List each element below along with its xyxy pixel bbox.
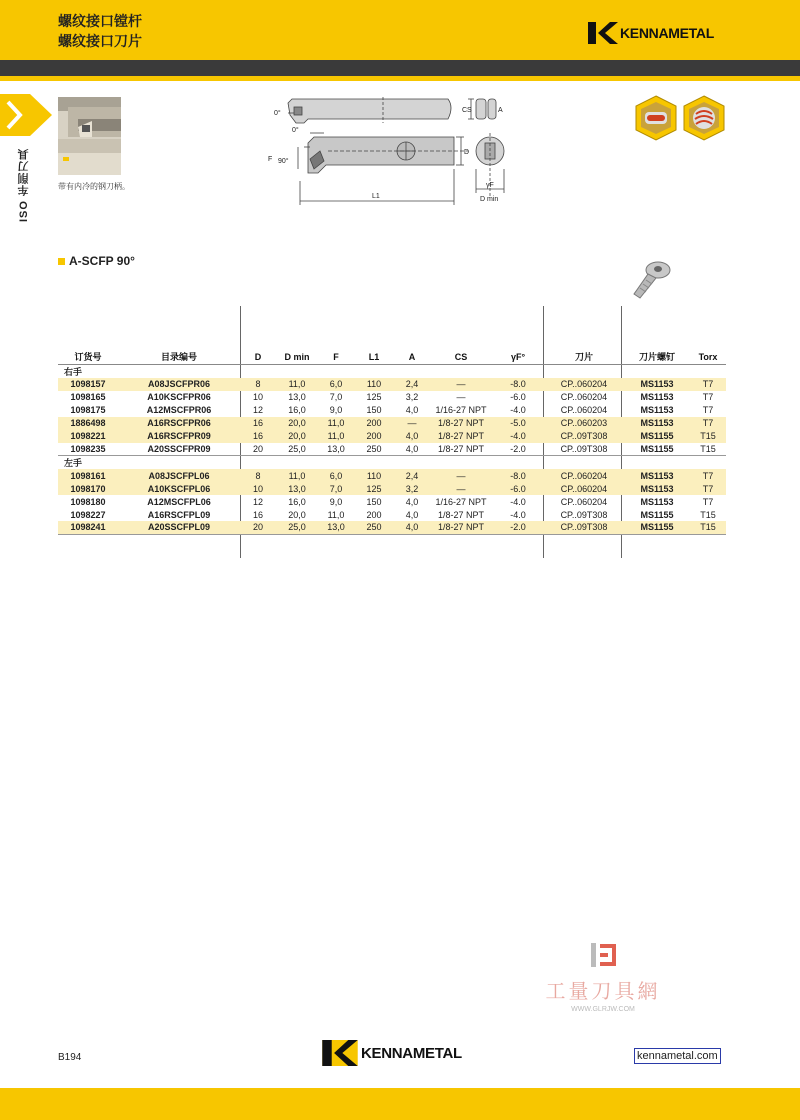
table-row	[58, 495, 726, 508]
cell-D: 20	[240, 443, 276, 456]
section-title	[58, 254, 135, 268]
cell-Dmin: 20,0	[276, 430, 318, 443]
cell-L1: 250	[354, 521, 394, 534]
kennametal-k-icon	[322, 1040, 358, 1066]
cell-insert: CP..060204	[544, 482, 624, 495]
cell-torx: T7	[690, 482, 726, 495]
cell-insert: CP..060204	[544, 378, 624, 391]
cell-order: 1098241	[58, 521, 118, 534]
cell-CS: 1/8-27 NPT	[430, 417, 492, 430]
cell-catalog: A12MSCFPL06	[147, 496, 211, 507]
cell-Dmin: 16,0	[288, 405, 306, 415]
cell-L1: 110	[354, 469, 394, 482]
cell-A: 4,0	[405, 496, 419, 507]
cell-torx: T7	[690, 469, 726, 482]
cell-Dmin: 11,0	[276, 469, 318, 482]
cell-Dmin: 25,0	[276, 443, 318, 456]
cell-A: 3,2	[394, 482, 430, 495]
cell-torx: T7	[690, 378, 726, 391]
cell-insert: CP..09T308	[544, 443, 624, 456]
table-row	[58, 482, 726, 495]
dim-A: A	[498, 107, 503, 114]
cell-D: 20	[240, 521, 276, 534]
cell-catalog: A16RSCFPR06	[118, 417, 240, 430]
cell-order: 1098180	[70, 496, 106, 507]
cell-CS: 1/8-27 NPT	[430, 430, 492, 443]
cell-CS: 1/8-27 NPT	[430, 443, 492, 456]
cell-screw: MS1153	[624, 482, 690, 495]
cell-catalog: A16RSCFPR09	[118, 430, 240, 443]
cell-screw: MS1155	[624, 521, 690, 534]
col-gammaF: γF°	[492, 350, 544, 364]
cell-A: —	[394, 417, 430, 430]
section-title-text: A-SCFP 90°	[69, 254, 135, 268]
col-L1: L1	[354, 350, 394, 364]
cell-A: 4,0	[405, 405, 419, 415]
cell-catalog: A10KSCFPL06	[118, 482, 240, 495]
cell-L1: 200	[354, 417, 394, 430]
cell-order: 1098227	[70, 509, 106, 520]
cell-CS: 1/8-27 NPT	[437, 509, 485, 520]
group-label: 左手	[64, 458, 83, 468]
cell-torx: T15	[690, 430, 726, 443]
cell-A: 2,4	[394, 469, 430, 482]
boring-bar-photo	[58, 97, 121, 175]
col-D: D	[240, 350, 276, 364]
header-dark-band	[0, 60, 800, 76]
cell-torx: T7	[702, 496, 714, 507]
cell-F: 6,0	[318, 469, 354, 482]
col-insert-screw: 刀片螺钉	[624, 350, 690, 364]
cell-L1: 125	[366, 392, 382, 402]
header-subtitle: 螺纹接口刀片	[58, 33, 142, 49]
cell-L1: 250	[354, 443, 394, 456]
cell-torx: T15	[690, 443, 726, 456]
cell-order: 1098161	[58, 469, 118, 482]
cell-catalog: A20SSCFPR09	[118, 443, 240, 456]
cell-L1: 200	[354, 430, 394, 443]
kennametal-logo	[588, 22, 714, 44]
photo-caption: 带有内冷的钢刀柄。	[58, 182, 130, 191]
watermark-text: 工量刀具網	[545, 979, 661, 1003]
cell-order: 1098157	[58, 378, 118, 391]
table-row	[58, 469, 726, 482]
cell-order: 1098165	[70, 392, 106, 402]
col-Dmin: D min	[276, 350, 318, 364]
cell-insert: CP..060204	[560, 392, 608, 402]
cell-F: 11,0	[327, 509, 345, 520]
col-catalog-no: 目录编号	[118, 350, 240, 364]
cell-torx: T15	[690, 521, 726, 534]
cell-insert: CP..09T308	[544, 521, 624, 534]
cell-A: 3,2	[405, 392, 419, 402]
threading-badge-icon	[684, 96, 724, 140]
col-CS: CS	[430, 350, 492, 364]
cell-D: 12	[252, 405, 263, 415]
cell-L1: 150	[366, 405, 382, 415]
cell-insert: CP..060204	[544, 469, 624, 482]
kennametal-footer-logo	[322, 1040, 462, 1066]
cell-CS: —	[456, 392, 466, 402]
cell-D: 16	[240, 430, 276, 443]
cell-torx: T7	[702, 405, 714, 415]
header-title: 螺纹接口镗杆	[58, 13, 142, 29]
cell-order: 1098221	[58, 430, 118, 443]
table-row	[58, 378, 726, 391]
cell-order: 1098235	[58, 443, 118, 456]
dim-CS: CS	[462, 107, 472, 114]
application-badges	[634, 94, 730, 142]
cell-A: 4,0	[394, 430, 430, 443]
cell-A: 4,0	[394, 521, 430, 534]
torx-screw-icon	[628, 258, 672, 302]
table-row	[58, 430, 726, 443]
footer-website-link[interactable]: kennametal.com	[634, 1048, 721, 1064]
footer-band	[0, 1088, 800, 1120]
kennametal-k-icon	[588, 22, 618, 44]
cell-D: 16	[240, 417, 276, 430]
cell-Dmin: 20,0	[288, 509, 306, 520]
watermark-logo-icon	[588, 940, 618, 970]
sidebar-category-label: ISO 车削刀具	[18, 148, 30, 223]
watermark-url: WWW.GLRJW.COM	[571, 1006, 635, 1013]
cell-CS: —	[430, 469, 492, 482]
cell-D: 8	[240, 378, 276, 391]
cell-insert: CP..060203	[544, 417, 624, 430]
cell-F: 9,0	[329, 496, 343, 507]
cell-gF: -4.0	[510, 405, 526, 415]
cell-D: 16	[252, 509, 263, 520]
cell-Dmin: 25,0	[276, 521, 318, 534]
col-torx: Torx	[690, 350, 726, 364]
brand-name: KENNAMETAL	[620, 25, 714, 41]
cell-order: 1098175	[70, 405, 106, 415]
col-A: A	[394, 350, 430, 364]
table-row	[58, 404, 726, 417]
cell-gF: -8.0	[492, 469, 544, 482]
tool-dimension-diagram	[268, 97, 518, 212]
cell-L1: 200	[366, 509, 382, 520]
cell-catalog: A20SSCFPL09	[118, 521, 240, 534]
cell-torx: T7	[702, 392, 714, 402]
table-row	[58, 391, 726, 404]
cell-gF: -5.0	[492, 417, 544, 430]
table-row	[58, 443, 726, 456]
cell-F: 13,0	[318, 443, 354, 456]
cell-torx: T7	[690, 417, 726, 430]
section-square-icon	[58, 258, 65, 265]
cell-gF: -4.0	[510, 496, 526, 507]
cell-Dmin: 13,0	[288, 392, 306, 402]
cell-screw: MS1155	[624, 430, 690, 443]
cell-insert: CP..060204	[560, 496, 608, 507]
cell-screw: MS1153	[624, 469, 690, 482]
group-label: 右手	[64, 366, 83, 377]
cell-insert: CP..09T308	[544, 430, 624, 443]
cell-torx: T15	[700, 509, 716, 520]
table-row	[58, 521, 726, 534]
cell-D: 8	[240, 469, 276, 482]
cell-insert: CP..060204	[560, 405, 608, 415]
product-spec-table	[58, 350, 726, 535]
dim-angle-0-top: 0°	[274, 110, 281, 117]
cell-Dmin: 13,0	[276, 482, 318, 495]
cell-Dmin: 20,0	[276, 417, 318, 430]
cell-F: 9,0	[329, 405, 343, 415]
dim-F: F	[268, 156, 273, 163]
cell-CS: 1/16-27 NPT	[435, 496, 487, 507]
dim-L1: L1	[372, 193, 380, 200]
cell-CS: —	[430, 482, 492, 495]
cell-catalog: A10KSCFPR06	[147, 392, 211, 402]
cell-L1: 150	[366, 496, 382, 507]
cell-gF: -2.0	[492, 443, 544, 456]
cell-F: 7,0	[329, 392, 343, 402]
table-row	[58, 508, 726, 521]
cell-screw: MS1155	[640, 509, 674, 520]
page-number: B194	[58, 1052, 82, 1063]
table-header-row	[58, 350, 726, 364]
cell-D: 10	[240, 482, 276, 495]
cell-screw: MS1153	[640, 392, 674, 402]
cell-gF: -6.0	[510, 392, 526, 402]
cell-A: 2,4	[394, 378, 430, 391]
cell-D: 10	[252, 392, 263, 402]
cell-F: 11,0	[318, 430, 354, 443]
col-order-no: 订货号	[58, 350, 118, 364]
cell-screw: MS1153	[624, 417, 690, 430]
dim-gammaF: γF	[486, 182, 494, 189]
dim-Dmin: D min	[480, 196, 499, 203]
internal-turning-badge-icon	[636, 96, 676, 140]
cell-gF: -8.0	[492, 378, 544, 391]
cell-A: 4,0	[394, 443, 430, 456]
footer-brand-name: KENNAMETAL	[361, 1044, 462, 1062]
cell-catalog: A16RSCFPL09	[147, 509, 211, 520]
cell-catalog: A12MSCFPR06	[146, 405, 212, 415]
cell-F: 6,0	[318, 378, 354, 391]
col-insert: 刀片	[544, 350, 624, 364]
dim-angle-0-side: 0°	[292, 127, 299, 134]
table-row	[58, 417, 726, 430]
cell-F: 11,0	[318, 417, 354, 430]
cell-A: 4,0	[405, 509, 419, 520]
cell-CS: —	[430, 378, 492, 391]
col-F: F	[318, 350, 354, 364]
cell-screw: MS1153	[640, 496, 674, 507]
cell-catalog: A08JSCFPL06	[118, 469, 240, 482]
watermark	[538, 940, 668, 1013]
cell-L1: 125	[354, 482, 394, 495]
cell-order: 1886498	[58, 417, 118, 430]
cell-screw: MS1153	[624, 378, 690, 391]
table-group-row	[58, 456, 726, 470]
section-chevron-icon	[0, 94, 52, 136]
cell-F: 7,0	[318, 482, 354, 495]
cell-F: 13,0	[318, 521, 354, 534]
cell-CS: 1/16-27 NPT	[435, 405, 487, 415]
cell-insert: CP..09T308	[560, 509, 608, 520]
dim-D: D	[464, 149, 470, 156]
cell-D: 12	[252, 496, 263, 507]
cell-gF: -6.0	[492, 482, 544, 495]
cell-gF: -4.0	[510, 509, 526, 520]
cell-Dmin: 11,0	[276, 378, 318, 391]
cell-catalog: A08JSCFPR06	[118, 378, 240, 391]
table-group-row	[58, 364, 726, 378]
cell-gF: -2.0	[492, 521, 544, 534]
cell-Dmin: 16,0	[288, 496, 306, 507]
dim-angle-90: 90°	[278, 158, 289, 165]
cell-L1: 110	[354, 378, 394, 391]
cell-CS: 1/8-27 NPT	[430, 521, 492, 534]
header-accent-band	[0, 76, 800, 81]
cell-gF: -4.0	[492, 430, 544, 443]
cell-order: 1098170	[58, 482, 118, 495]
cell-screw: MS1155	[624, 443, 690, 456]
cell-screw: MS1153	[640, 405, 674, 415]
